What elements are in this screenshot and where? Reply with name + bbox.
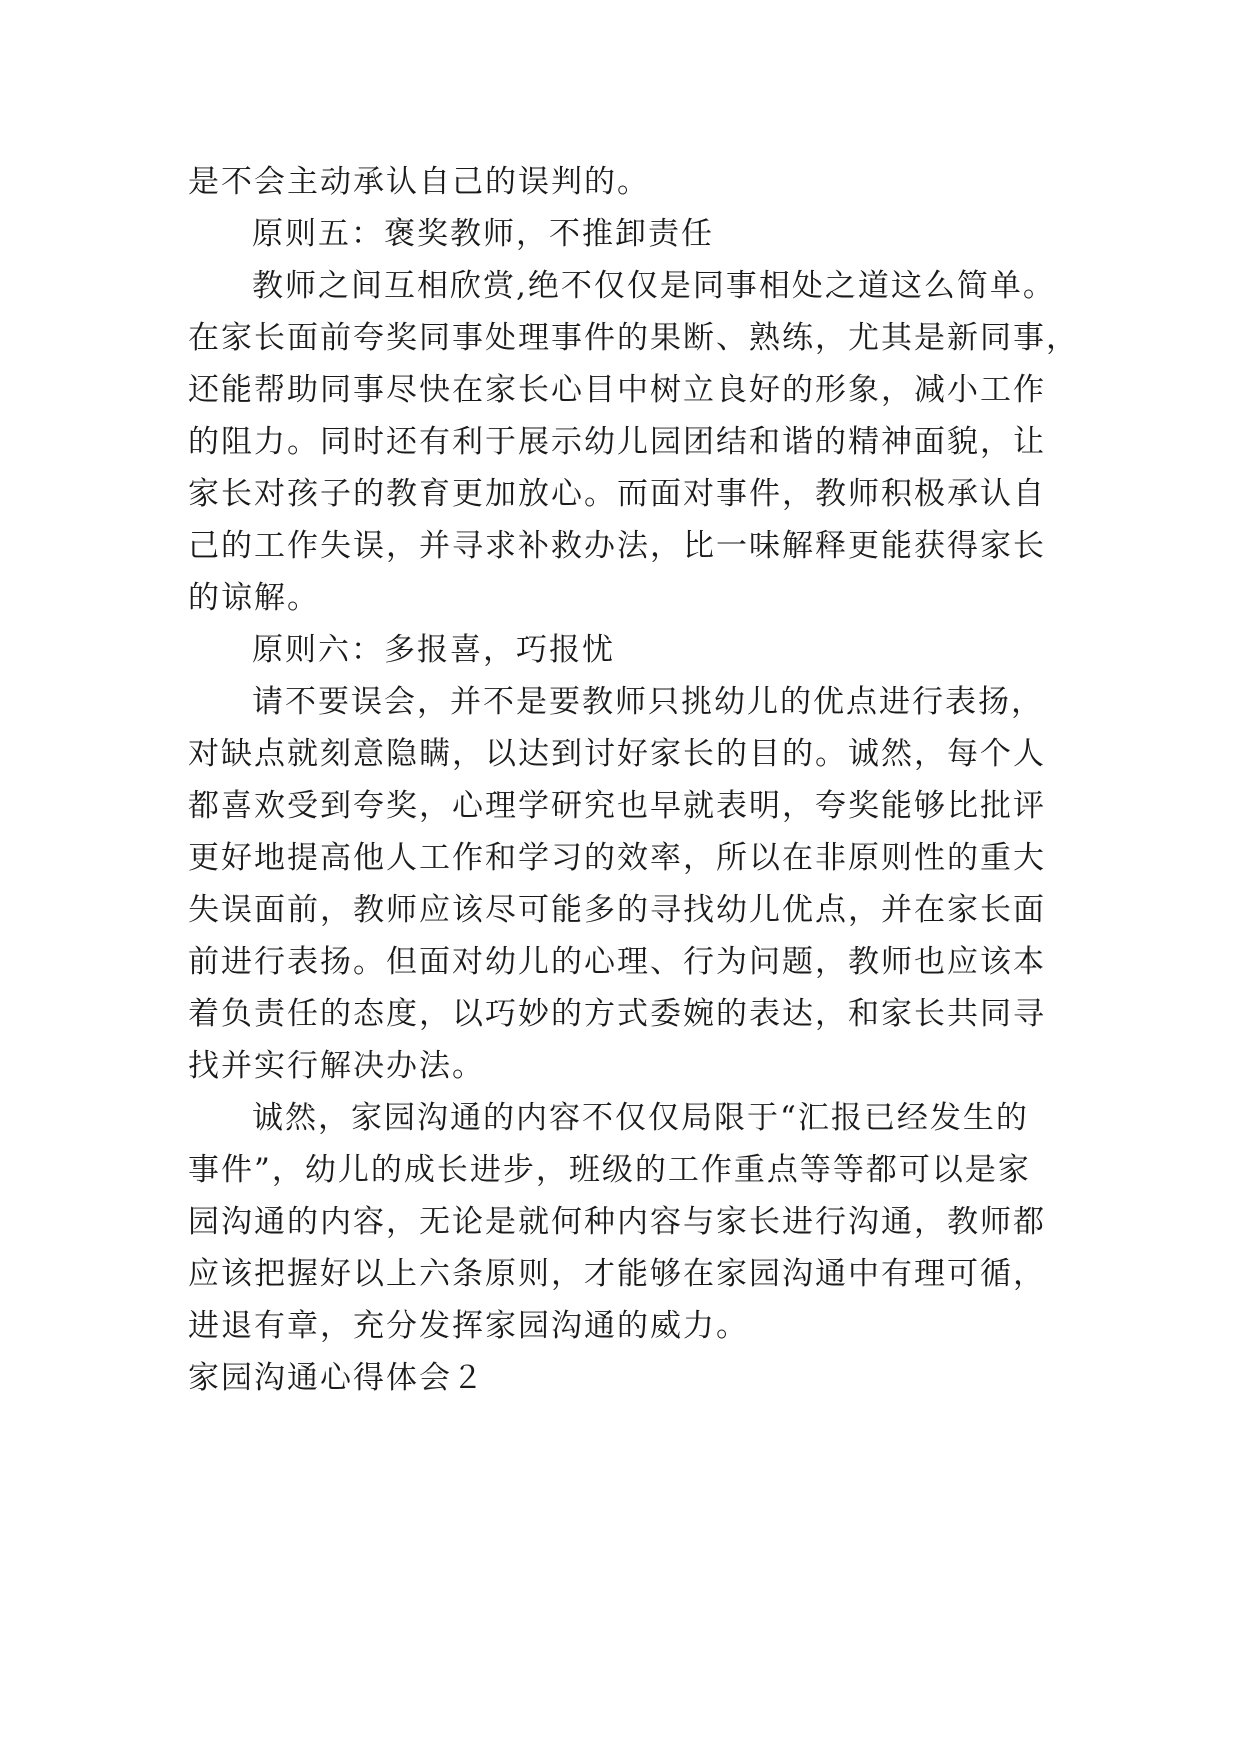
text-line: 诚然，家园沟通的内容不仅仅局限于“汇报已经发生的	[252, 1100, 1029, 1136]
text-line: 前进行表扬。但面对幼儿的心理、行为问题，教师也应该本	[188, 944, 1046, 980]
text-line: 己的工作失误，并寻求补救办法，比一味解释更能获得家长	[188, 528, 1046, 564]
text-line: 都喜欢受到夸奖，心理学研究也早就表明，夸奖能够比批评	[188, 788, 1046, 824]
text-line: 事件”，幼儿的成长进步，班级的工作重点等等都可以是家	[188, 1152, 1031, 1188]
document-subtitle: 家园沟通心得体会２	[188, 1360, 485, 1396]
text-line: 更好地提高他人工作和学习的效率，所以在非原则性的重大	[188, 840, 1046, 876]
section-heading: 原则五：褒奖教师，不推卸责任	[252, 216, 714, 252]
text-line: 园沟通的内容，无论是就何种内容与家长进行沟通，教师都	[188, 1204, 1046, 1240]
text-line: 家长对孩子的教育更加放心。而面对事件，教师积极承认自	[188, 476, 1046, 512]
text-line: 应该把握好以上六条原则，才能够在家园沟通中有理可循，	[188, 1256, 1046, 1292]
text-line: 着负责任的态度，以巧妙的方式委婉的表达，和家长共同寻	[188, 996, 1046, 1032]
text-line: 还能帮助同事尽快在家长心目中树立良好的形象，减小工作	[188, 372, 1046, 408]
text-line: 在家长面前夸奖同事处理事件的果断、熟练，尤其是新同事，	[188, 320, 1079, 356]
document-body	[188, 156, 1079, 1404]
section-heading: 原则六：多报喜，巧报忧	[252, 632, 615, 668]
text-line: 进退有章，充分发挥家园沟通的威力。	[188, 1308, 749, 1344]
text-line: 对缺点就刻意隐瞒，以达到讨好家长的目的。诚然，每个人	[188, 736, 1046, 772]
text-line: 的谅解。	[188, 580, 320, 616]
text-line: 教师之间互相欣赏,绝不仅仅是同事相处之道这么简单。	[252, 268, 1056, 304]
text-line: 找并实行解决办法。	[188, 1048, 485, 1084]
text-line: 的阻力。同时还有利于展示幼儿园团结和谐的精神面貌，让	[188, 424, 1046, 460]
text-line: 请不要误会，并不是要教师只挑幼儿的优点进行表扬，	[252, 684, 1044, 720]
text-line: 是不会主动承认自己的误判的。	[188, 164, 650, 200]
text-line: 失误面前，教师应该尽可能多的寻找幼儿优点，并在家长面	[188, 892, 1046, 928]
